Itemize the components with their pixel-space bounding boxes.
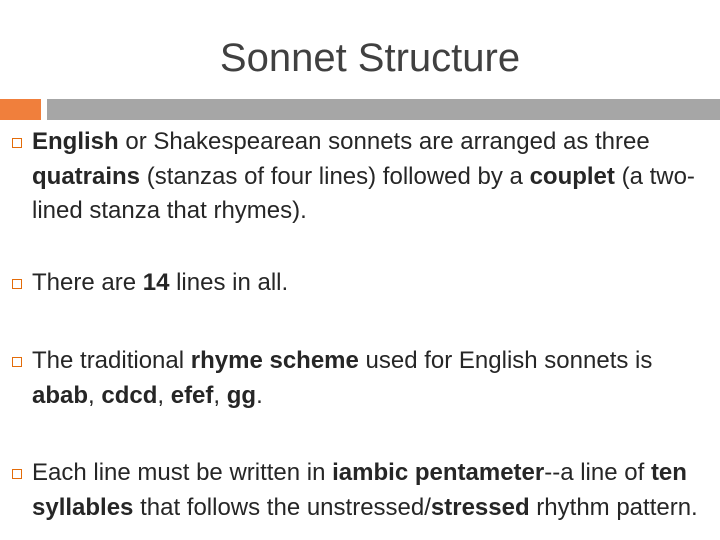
emphasis-text: 14 (142, 269, 170, 296)
emphasis-text: stressed (430, 493, 530, 521)
emphasis-text: ten syllables (32, 459, 687, 521)
emphasis-text: couplet (529, 162, 615, 190)
text-run: . (256, 381, 263, 409)
emphasis-text: quatrains (32, 162, 141, 190)
text-run: Each line must be written in (32, 459, 333, 486)
text-run: , (157, 381, 171, 409)
text-run: , (213, 381, 227, 409)
emphasis-text: rhyme scheme (190, 347, 359, 374)
text-run: , (88, 381, 102, 409)
text-run: The traditional (32, 347, 191, 374)
text-run: that follows the unstressed/ (133, 493, 431, 521)
text-run: used for English sonnets is (358, 347, 653, 374)
bullet-text (32, 266, 718, 301)
hollow-square-bullet-icon (12, 279, 22, 289)
text-run: (a two-lined stanza that rhymes). (32, 162, 695, 224)
hollow-square-bullet-icon (12, 138, 22, 148)
emphasis-text: English (32, 128, 119, 155)
text-run: There are (32, 269, 143, 296)
text-run: (stanzas of four lines) followed by a (140, 162, 530, 190)
emphasis-text: gg (226, 381, 257, 409)
emphasis-text: abab (32, 381, 89, 409)
emphasis-text: efef (170, 381, 214, 409)
text-run: rhythm pattern. (529, 493, 698, 521)
slide-title: Sonnet Structure (219, 36, 521, 80)
emphasis-text: iambic pentameter (332, 459, 545, 486)
bullet-text (32, 456, 718, 525)
emphasis-text: cdcd (101, 381, 158, 409)
hollow-square-bullet-icon (12, 357, 22, 367)
hollow-square-bullet-icon (12, 469, 22, 479)
bullet-text (32, 125, 718, 229)
text-run: --a line of (544, 459, 651, 486)
bullet-text (32, 344, 718, 413)
text-run: lines in all. (169, 269, 289, 296)
text-run: or Shakespearean sonnets are arranged as three (118, 128, 650, 155)
